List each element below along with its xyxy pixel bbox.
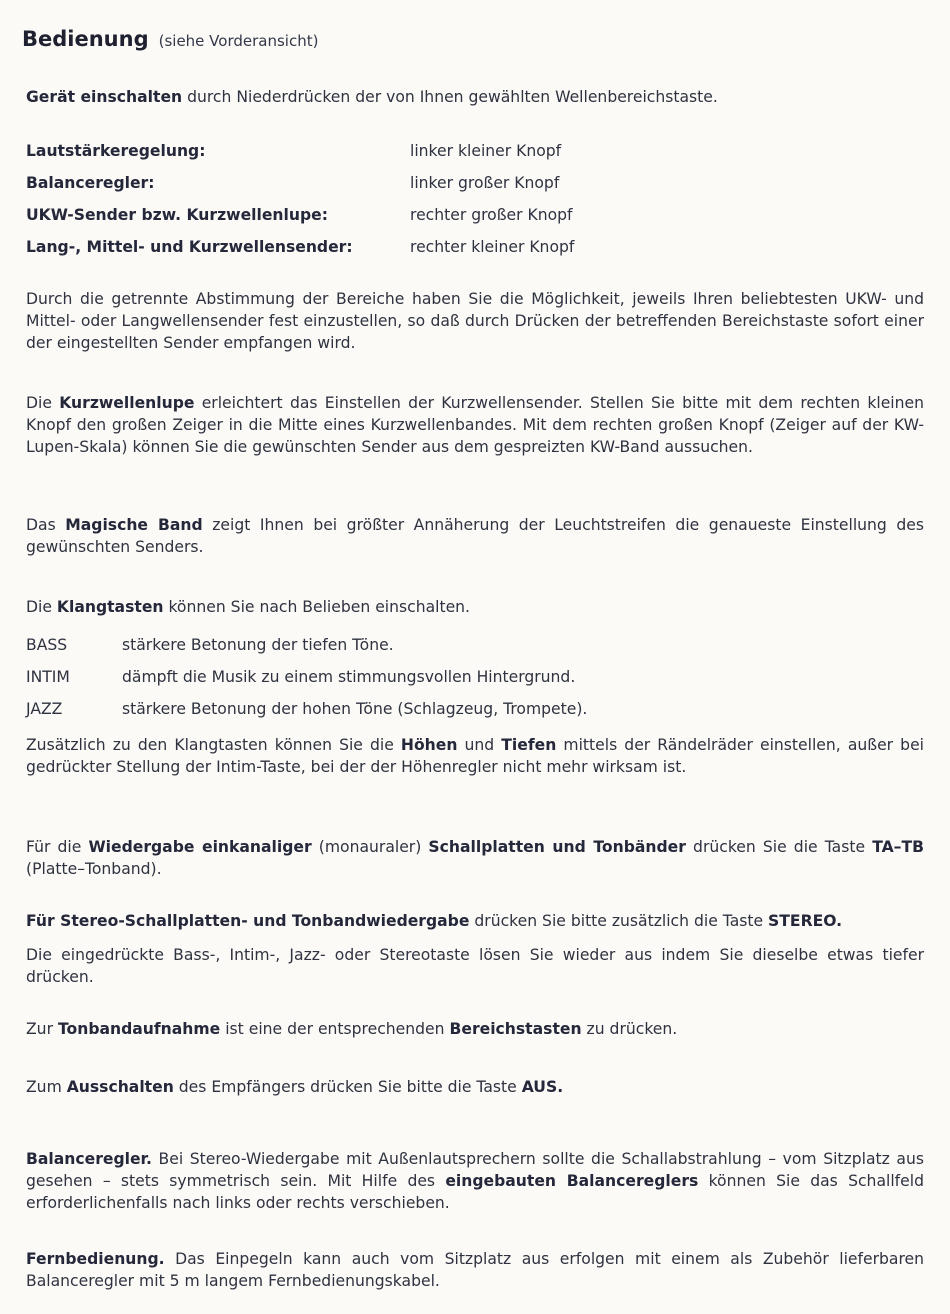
tone-key-name: JAZZ: [26, 700, 63, 718]
bold-term: Balanceregler.: [26, 1150, 152, 1168]
remote-control-paragraph: [26, 1248, 924, 1292]
text-span: erleichtert das Einstellen der Kurzwellensender. Stellen Sie bitte mit dem rechten kleinen Knopf den großen Zeiger in die Mitte eines Kurzwellenbandes. Mit dem rechten großen Knopf (Zeiger auf der KW-Lupen-Skala) können Sie die gewünschten Sender aus dem gespreizten KW-Band aussuchen.: [26, 394, 924, 456]
bold-term: Kurzwellenlupe: [59, 394, 195, 412]
text-span: des Empfängers drücken Sie bitte die Taste: [173, 1078, 522, 1096]
bold-term: Schallplatten und Tonbänder: [428, 838, 686, 856]
stereo-playback-paragraph: [26, 910, 924, 932]
control-row: [26, 140, 924, 166]
release-key-paragraph: Die eingedrückte Bass-, Intim-, Jazz- oder Stereotaste lösen Sie wieder aus indem Sie dieselbe etwas tiefer drücken.: [26, 946, 924, 986]
control-label: Lang-, Mittel- und Kurzwellensender:: [26, 238, 353, 256]
text-span: Die: [26, 598, 57, 616]
text-span: Zusätzlich zu den Klangtasten können Sie die: [26, 736, 401, 754]
tone-key-desc: dämpft die Musik zu einem stimmungsvollen Hintergrund.: [122, 668, 576, 686]
power-on-bold: Gerät einschalten: [26, 88, 183, 106]
tone-key-desc: stärkere Betonung der hohen Töne (Schlagzeug, Trompete).: [122, 700, 588, 718]
control-value: linker kleiner Knopf: [410, 142, 562, 160]
mono-playback-paragraph: [26, 836, 924, 880]
text-span: Zur: [26, 1020, 58, 1038]
shortwave-magnifier-paragraph: [26, 392, 924, 458]
bold-term: Für Stereo-Schallplatten- und Tonbandwiedergabe: [26, 912, 470, 930]
bold-term: Magische Band: [65, 516, 203, 534]
text-span: zu drücken.: [581, 1020, 678, 1038]
text-span: Das: [26, 516, 66, 534]
text-span: Bei Stereo-Wiedergabe mit Außenlautsprechern sollte die Schallabstrahlung – vom Sitzplatz aus gesehen – stets symmetrisch sein. Mit Hilfe des: [26, 1150, 924, 1190]
text-span: drücken Sie die Taste: [685, 838, 873, 856]
text-span: Die: [26, 394, 60, 412]
tone-key-desc: stärkere Betonung der tiefen Töne.: [122, 636, 394, 654]
control-row: [26, 236, 924, 262]
tone-key-row: [26, 666, 924, 692]
text-span: zeigt Ihnen bei größter Annäherung der Leuchtstreifen die genaueste Einstellung des gewünschten Senders.: [26, 516, 924, 556]
bold-term: eingebauten Balancereglers: [445, 1172, 699, 1190]
bold-term: Ausschalten: [66, 1078, 174, 1096]
text-span: drücken Sie bitte zusätzlich die Taste: [469, 912, 769, 930]
control-label: Lautstärkeregelung:: [26, 142, 206, 160]
power-on-paragraph: [26, 86, 924, 108]
bold-term: Tonbandaufnahme: [57, 1020, 221, 1038]
magic-band-paragraph: [26, 514, 924, 558]
bold-term: AUS.: [521, 1078, 564, 1096]
text-span: Zum: [26, 1078, 67, 1096]
bold-term: STEREO.: [768, 912, 843, 930]
tuning-paragraph: Durch die getrennte Abstimmung der Bereiche haben Sie die Möglichkeit, jeweils Ihren beliebtesten UKW- und Mittel- oder Langwellensender fest einzustellen, so daß durch Drücken der betreffenden Bereichstaste sofort einer der eingestellten Sender empfangen wird.: [26, 290, 924, 352]
control-value: linker großer Knopf: [410, 174, 560, 192]
text-span: Das Einpegeln kann auch vom Sitzplatz aus erfolgen mit einem als Zubehör lieferbaren Balanceregler mit 5 m langem Fernbedienungskabel.: [26, 1250, 924, 1290]
tone-key-name: INTIM: [26, 668, 70, 686]
text-span: (Platte–Tonband).: [26, 860, 162, 878]
switch-off-paragraph: [26, 1076, 924, 1098]
bold-term: Tiefen: [501, 736, 557, 754]
text-span: und: [457, 736, 502, 754]
tone-key-row: [26, 634, 924, 660]
bold-term: Fernbedienung.: [26, 1250, 165, 1268]
control-label: UKW-Sender bzw. Kurzwellenlupe:: [26, 206, 328, 224]
bold-term: Klangtasten: [56, 598, 164, 616]
tape-recording-paragraph: [26, 1018, 924, 1040]
text-span: Für die: [26, 838, 89, 856]
power-on-text: durch Niederdrücken der von Ihnen gewählten Wellenbereichstaste.: [182, 88, 718, 106]
balance-paragraph: [26, 1148, 924, 1214]
control-label: Balanceregler:: [26, 174, 155, 192]
bold-term: Höhen: [400, 736, 458, 754]
control-value: rechter kleiner Knopf: [410, 238, 575, 256]
control-value: rechter großer Knopf: [410, 206, 573, 224]
page-title-note: (siehe Vorderansicht): [158, 32, 319, 50]
page-title: Bedienung: [22, 27, 149, 51]
control-row: [26, 172, 924, 198]
tone-key-row: [26, 698, 924, 724]
text-span: mittels der Rändelräder einstellen, außer bei gedrückter Stellung der Intim-Taste, bei der der Höhenregler nicht mehr wirksam ist.: [26, 736, 924, 776]
treble-bass-paragraph: [26, 734, 924, 778]
text-span: (monauraler): [311, 838, 429, 856]
text-span: können Sie nach Belieben einschalten.: [163, 598, 471, 616]
text-span: können Sie das Schallfeld erforderlichenfalls nach links oder rechts verschieben.: [26, 1172, 924, 1212]
bold-term: Wiedergabe einkanaliger: [88, 838, 312, 856]
control-row: [26, 204, 924, 230]
bold-term: TA–TB: [872, 838, 925, 856]
bold-term: Bereichstasten: [449, 1020, 582, 1038]
text-span: ist eine der entsprechenden: [220, 1020, 450, 1038]
tone-key-name: BASS: [26, 636, 68, 654]
tone-keys-intro: [26, 596, 924, 618]
page-heading: [22, 28, 318, 52]
